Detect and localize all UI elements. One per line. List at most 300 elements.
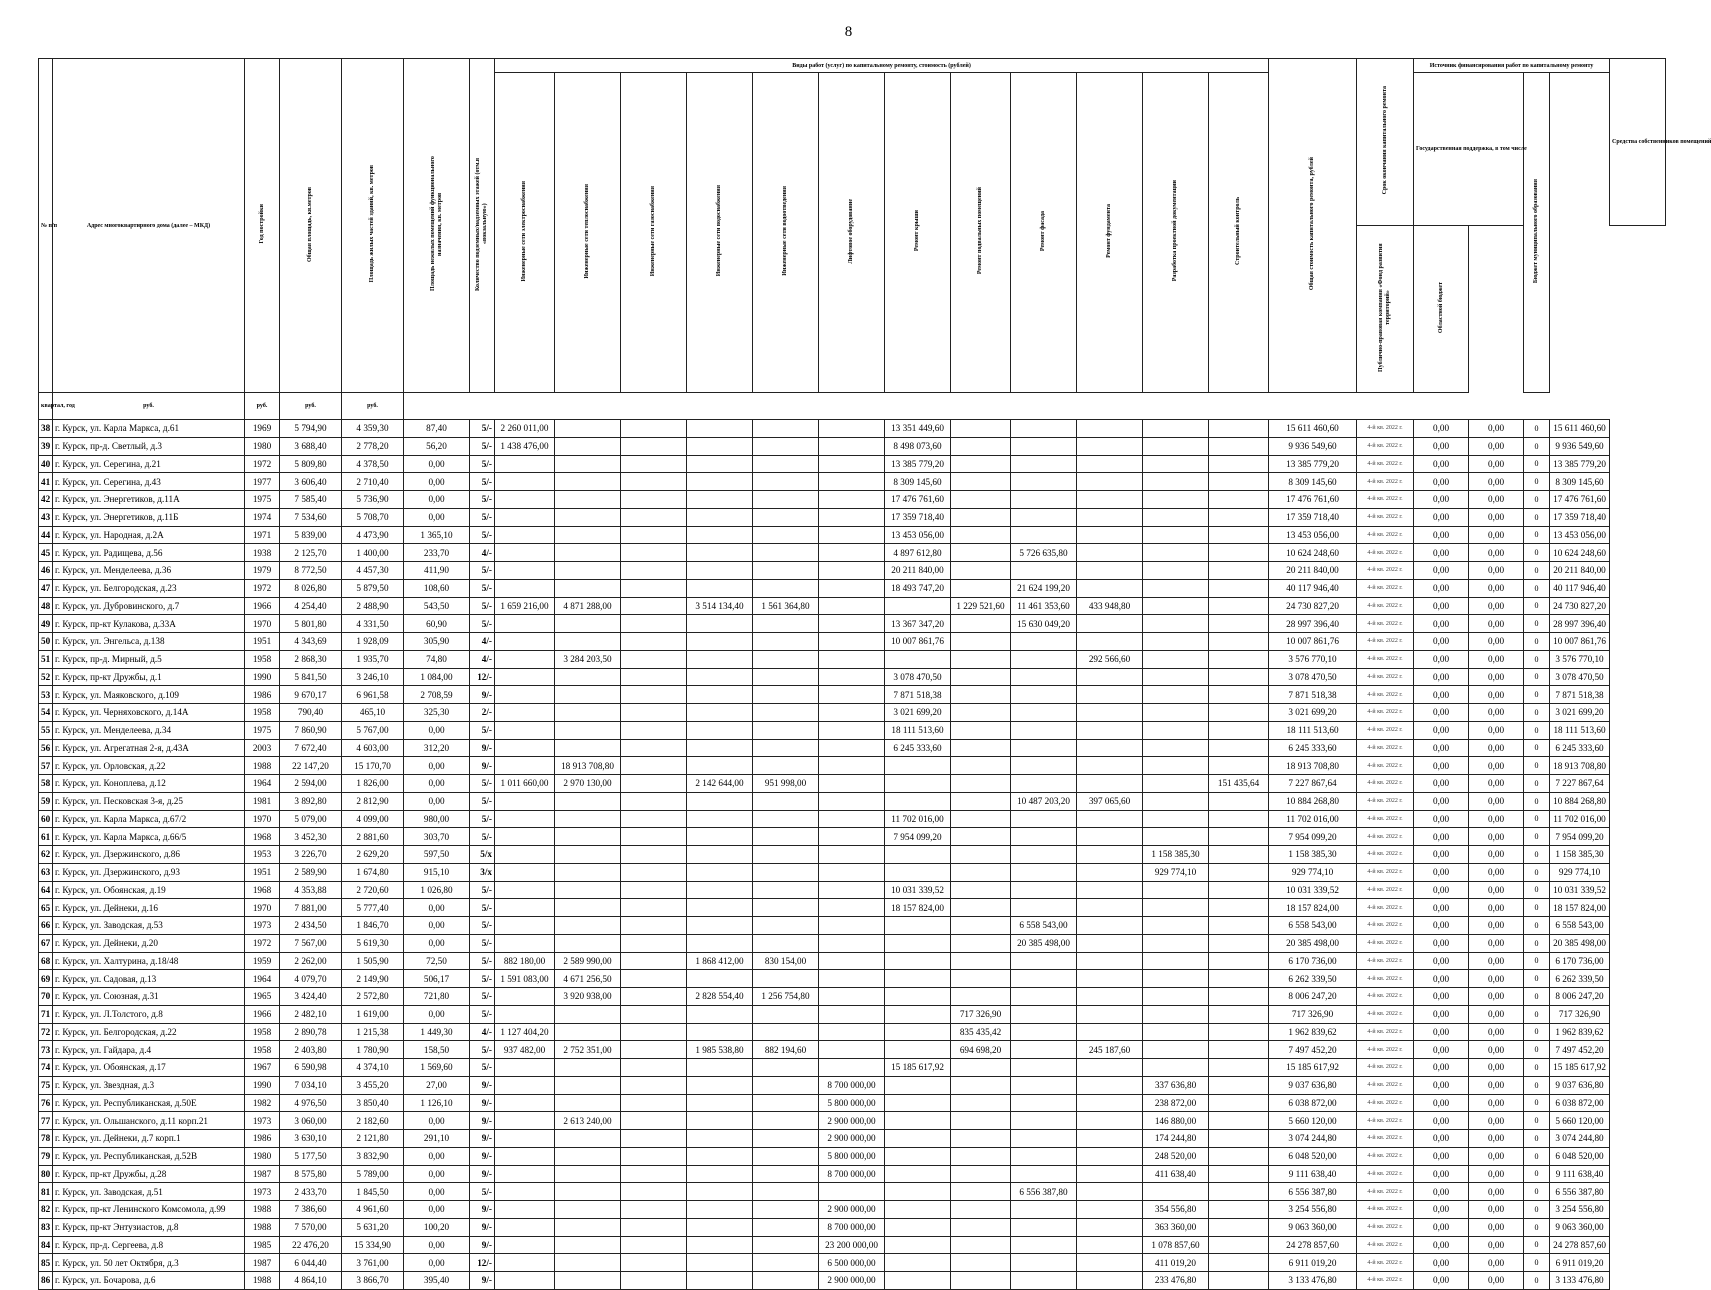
row-electric: [495, 686, 555, 704]
header-sources-group: Источник финансирования работ по капитальному ремонту: [1414, 59, 1610, 73]
row-elevator: [819, 721, 885, 739]
row-foundation: [1077, 721, 1143, 739]
row-owners: 15 185 617,92: [1550, 1059, 1610, 1077]
row-heating: [555, 1130, 621, 1148]
row-living-area: 4 331,50: [342, 615, 404, 633]
row-heating: 4 871 288,00: [555, 597, 621, 615]
row-total-cost: 9 037 636,80: [1269, 1076, 1357, 1094]
row-foundation: [1077, 562, 1143, 580]
row-elevator: [819, 792, 885, 810]
row-gas: [621, 1183, 687, 1201]
row-nonres-area: 1 126,10: [404, 1094, 470, 1112]
row-owners: 5 660 120,00: [1550, 1112, 1610, 1130]
row-cold-water: [687, 1005, 753, 1023]
row-fund: 0,00: [1414, 686, 1469, 704]
row-roof: 10 007 861,76: [885, 633, 951, 651]
table-row: [39, 1094, 1666, 1112]
row-roof: 17 476 761,60: [885, 491, 951, 509]
row-number: 63: [39, 863, 53, 881]
row-sewerage: [753, 562, 819, 580]
row-gas: [621, 526, 687, 544]
row-total-cost: 10 884 268,80: [1269, 792, 1357, 810]
table-row: [39, 1236, 1666, 1254]
row-gas: [621, 704, 687, 722]
row-fund: 0,00: [1414, 562, 1469, 580]
row-year: 1959: [245, 952, 280, 970]
row-gas: [621, 828, 687, 846]
row-roof: [885, 846, 951, 864]
row-electric: [495, 1094, 555, 1112]
header-nonres-area: Площадь нежилых помещений функционального назначения, кв. метров: [404, 59, 470, 393]
row-facade: [1011, 473, 1077, 491]
row-year: 1990: [245, 1076, 280, 1094]
row-deadline: 4-й кв. 2022 г.: [1357, 810, 1414, 828]
row-roof: [885, 1201, 951, 1219]
row-elevator: [819, 846, 885, 864]
row-number: 85: [39, 1254, 53, 1272]
row-total-area: 2 482,10: [280, 1005, 342, 1023]
row-number: 47: [39, 579, 53, 597]
row-total-cost: 3 021 699,20: [1269, 704, 1357, 722]
row-basement: 717 326,90: [951, 1005, 1011, 1023]
row-year: 1980: [245, 1147, 280, 1165]
row-regional: 0,00: [1469, 970, 1524, 988]
table-row: [39, 473, 1666, 491]
row-sewerage: [753, 810, 819, 828]
row-construction-control: [1209, 828, 1269, 846]
row-cold-water: [687, 650, 753, 668]
row-design-docs: [1143, 437, 1209, 455]
row-year: 1968: [245, 881, 280, 899]
row-heating: [555, 633, 621, 651]
row-construction-control: [1209, 650, 1269, 668]
row-total-cost: 20 385 498,00: [1269, 934, 1357, 952]
row-basement: [951, 792, 1011, 810]
row-elevator: 8 700 000,00: [819, 1165, 885, 1183]
row-facade: [1011, 846, 1077, 864]
row-cold-water: [687, 1147, 753, 1165]
row-fund: 0,00: [1414, 420, 1469, 438]
row-electric: [495, 1112, 555, 1130]
table-row: [39, 1147, 1666, 1165]
row-owners: 28 997 396,40: [1550, 615, 1610, 633]
row-deadline: 4-й кв. 2022 г.: [1357, 775, 1414, 793]
row-total-area: 3 688,40: [280, 437, 342, 455]
row-owners: 20 385 498,00: [1550, 934, 1610, 952]
row-fund: 0,00: [1414, 1254, 1469, 1272]
row-regional: 0,00: [1469, 1147, 1524, 1165]
row-roof: 10 031 339,52: [885, 881, 951, 899]
row-sewerage: [753, 508, 819, 526]
row-fund: 0,00: [1414, 1183, 1469, 1201]
row-elevator: [819, 757, 885, 775]
row-total-cost: 40 117 946,40: [1269, 579, 1357, 597]
row-address: г. Курск, ул. Гайдара, д.4: [53, 1041, 245, 1059]
row-regional: 0,00: [1469, 686, 1524, 704]
row-floors: 5/-: [470, 1059, 495, 1077]
row-deadline: 4-й кв. 2022 г.: [1357, 846, 1414, 864]
row-total-cost: 6 170 736,00: [1269, 952, 1357, 970]
row-cold-water: [687, 615, 753, 633]
row-regional: 0,00: [1469, 1183, 1524, 1201]
row-owners: 7 871 518,38: [1550, 686, 1610, 704]
row-fund: 0,00: [1414, 863, 1469, 881]
row-number: 84: [39, 1236, 53, 1254]
row-deadline: 4-й кв. 2022 г.: [1357, 562, 1414, 580]
row-electric: [495, 473, 555, 491]
row-construction-control: 151 435,64: [1209, 775, 1269, 793]
row-year: 1958: [245, 650, 280, 668]
row-municipal: 0: [1524, 579, 1550, 597]
row-total-area: 5 839,00: [280, 526, 342, 544]
row-nonres-area: 87,40: [404, 420, 470, 438]
row-design-docs: 929 774,10: [1143, 863, 1209, 881]
row-total-area: 3 892,80: [280, 792, 342, 810]
row-fund: 0,00: [1414, 899, 1469, 917]
table-row: [39, 1201, 1666, 1219]
row-address: г. Курск, ул. Карла Маркса, д.61: [53, 420, 245, 438]
row-nonres-area: 1 365,10: [404, 526, 470, 544]
header-foundation: Ремонт фундамента: [1077, 73, 1143, 393]
row-living-area: 3 455,20: [342, 1076, 404, 1094]
row-owners: 3 078 470,50: [1550, 668, 1610, 686]
row-design-docs: [1143, 491, 1209, 509]
table-row: [39, 686, 1666, 704]
row-number: 70: [39, 988, 53, 1006]
row-total-cost: 10 031 339,52: [1269, 881, 1357, 899]
row-foundation: [1077, 491, 1143, 509]
row-design-docs: 238 872,00: [1143, 1094, 1209, 1112]
row-address: г. Курск, пр-д. Мирный, д.5: [53, 650, 245, 668]
row-address: г. Курск, ул. Энгельса, д.138: [53, 633, 245, 651]
row-living-area: 2 881,60: [342, 828, 404, 846]
row-fund: 0,00: [1414, 544, 1469, 562]
row-floors: 2/-: [470, 704, 495, 722]
row-living-area: 2 149,90: [342, 970, 404, 988]
row-deadline: 4-й кв. 2022 г.: [1357, 988, 1414, 1006]
row-living-area: 5 619,30: [342, 934, 404, 952]
table-row: [39, 775, 1666, 793]
row-gas: [621, 544, 687, 562]
row-owners: 3 021 699,20: [1550, 704, 1610, 722]
row-municipal: 0: [1524, 988, 1550, 1006]
row-year: 1953: [245, 846, 280, 864]
row-construction-control: [1209, 846, 1269, 864]
row-number: 54: [39, 704, 53, 722]
row-basement: [951, 437, 1011, 455]
row-design-docs: [1143, 775, 1209, 793]
row-fund: 0,00: [1414, 988, 1469, 1006]
row-fund: 0,00: [1414, 739, 1469, 757]
row-electric: 882 180,00: [495, 952, 555, 970]
row-heating: [555, 1059, 621, 1077]
row-number: 55: [39, 721, 53, 739]
row-facade: [1011, 526, 1077, 544]
row-sewerage: [753, 970, 819, 988]
row-fund: 0,00: [1414, 491, 1469, 509]
row-facade: [1011, 1201, 1077, 1219]
row-fund: 0,00: [1414, 1201, 1469, 1219]
row-design-docs: [1143, 668, 1209, 686]
table-row: [39, 1130, 1666, 1148]
row-owners: 17 476 761,60: [1550, 491, 1610, 509]
row-foundation: [1077, 846, 1143, 864]
row-electric: [495, 633, 555, 651]
row-municipal: 0: [1524, 721, 1550, 739]
row-gas: [621, 917, 687, 935]
table-row: [39, 1112, 1666, 1130]
row-basement: [951, 526, 1011, 544]
row-design-docs: 1 158 385,30: [1143, 846, 1209, 864]
row-deadline: 4-й кв. 2022 г.: [1357, 1201, 1414, 1219]
row-municipal: 0: [1524, 1130, 1550, 1148]
row-floors: 9/-: [470, 757, 495, 775]
row-facade: [1011, 988, 1077, 1006]
row-facade: [1011, 1076, 1077, 1094]
header-state-support: Государственная поддержка, в том числе: [1414, 73, 1524, 226]
row-nonres-area: 0,00: [404, 1236, 470, 1254]
row-design-docs: [1143, 757, 1209, 775]
row-municipal: 0: [1524, 739, 1550, 757]
row-design-docs: [1143, 1059, 1209, 1077]
row-foundation: [1077, 934, 1143, 952]
row-nonres-area: 0,00: [404, 1183, 470, 1201]
row-roof: [885, 1005, 951, 1023]
row-cold-water: [687, 668, 753, 686]
row-basement: [951, 633, 1011, 651]
row-facade: [1011, 1272, 1077, 1290]
row-facade: 5 726 635,80: [1011, 544, 1077, 562]
row-roof: 20 211 840,00: [885, 562, 951, 580]
row-total-area: 3 424,40: [280, 988, 342, 1006]
row-design-docs: 174 244,80: [1143, 1130, 1209, 1148]
row-foundation: 245 187,60: [1077, 1041, 1143, 1059]
row-living-area: 4 457,30: [342, 562, 404, 580]
row-heating: 3 284 203,50: [555, 650, 621, 668]
row-basement: [951, 970, 1011, 988]
row-heating: [555, 1218, 621, 1236]
row-electric: [495, 1165, 555, 1183]
row-living-area: 2 182,60: [342, 1112, 404, 1130]
row-foundation: [1077, 952, 1143, 970]
row-deadline: 4-й кв. 2022 г.: [1357, 757, 1414, 775]
row-regional: 0,00: [1469, 597, 1524, 615]
row-total-area: 7 534,60: [280, 508, 342, 526]
row-deadline: 4-й кв. 2022 г.: [1357, 615, 1414, 633]
header-deadline: Срок окончания капитального ремонта: [1357, 59, 1414, 226]
row-construction-control: [1209, 704, 1269, 722]
row-living-area: 5 631,20: [342, 1218, 404, 1236]
row-cold-water: [687, 508, 753, 526]
row-number: 40: [39, 455, 53, 473]
row-living-area: 2 778,20: [342, 437, 404, 455]
row-heating: [555, 1183, 621, 1201]
row-cold-water: [687, 863, 753, 881]
row-electric: 1 438 476,00: [495, 437, 555, 455]
row-fund: 0,00: [1414, 1059, 1469, 1077]
row-foundation: [1077, 668, 1143, 686]
row-heating: [555, 1165, 621, 1183]
row-owners: 13 385 779,20: [1550, 455, 1610, 473]
row-address: г. Курск, ул. Дейнеки, д.7 корп.1: [53, 1130, 245, 1148]
row-cold-water: [687, 1076, 753, 1094]
row-sewerage: [753, 455, 819, 473]
row-roof: [885, 1023, 951, 1041]
row-nonres-area: 395,40: [404, 1272, 470, 1290]
row-construction-control: [1209, 473, 1269, 491]
row-floors: 9/-: [470, 1094, 495, 1112]
row-municipal: 0: [1524, 1254, 1550, 1272]
row-floors: 5/-: [470, 810, 495, 828]
row-regional: 0,00: [1469, 1218, 1524, 1236]
row-construction-control: [1209, 686, 1269, 704]
row-gas: [621, 739, 687, 757]
row-fund: 0,00: [1414, 1218, 1469, 1236]
row-basement: [951, 473, 1011, 491]
row-sewerage: 830 154,00: [753, 952, 819, 970]
header-design-docs: Разработка проектной документации: [1143, 73, 1209, 393]
row-total-area: 6 590,98: [280, 1059, 342, 1077]
row-facade: [1011, 455, 1077, 473]
row-total-cost: 28 997 396,40: [1269, 615, 1357, 633]
row-nonres-area: 325,30: [404, 704, 470, 722]
row-elevator: [819, 863, 885, 881]
row-municipal: 0: [1524, 1094, 1550, 1112]
row-design-docs: [1143, 686, 1209, 704]
row-address: г. Курск, ул. Республиканская, д.50Е: [53, 1094, 245, 1112]
header-gas: Инженерные сети газоснабжения: [621, 73, 687, 393]
row-living-area: 4 603,00: [342, 739, 404, 757]
row-living-area: 3 246,10: [342, 668, 404, 686]
row-gas: [621, 437, 687, 455]
row-living-area: 3 761,00: [342, 1254, 404, 1272]
row-number: 43: [39, 508, 53, 526]
row-cold-water: [687, 686, 753, 704]
row-regional: 0,00: [1469, 952, 1524, 970]
row-living-area: 1 400,00: [342, 544, 404, 562]
row-construction-control: [1209, 739, 1269, 757]
row-electric: [495, 508, 555, 526]
row-heating: [555, 615, 621, 633]
row-electric: [495, 615, 555, 633]
row-total-area: 2 594,00: [280, 775, 342, 793]
row-elevator: [819, 491, 885, 509]
row-design-docs: 411 638,40: [1143, 1165, 1209, 1183]
row-design-docs: [1143, 562, 1209, 580]
row-address: г. Курск, ул. Народная, д.2А: [53, 526, 245, 544]
row-fund: 0,00: [1414, 792, 1469, 810]
row-gas: [621, 810, 687, 828]
row-nonres-area: 0,00: [404, 1165, 470, 1183]
row-cold-water: [687, 970, 753, 988]
row-living-area: 1 674,80: [342, 863, 404, 881]
row-roof: 13 385 779,20: [885, 455, 951, 473]
row-facade: [1011, 1218, 1077, 1236]
row-electric: [495, 721, 555, 739]
row-floors: 5/-: [470, 988, 495, 1006]
row-deadline: 4-й кв. 2022 г.: [1357, 828, 1414, 846]
row-elevator: 2 900 000,00: [819, 1130, 885, 1148]
row-regional: 0,00: [1469, 420, 1524, 438]
row-heating: 2 613 240,00: [555, 1112, 621, 1130]
row-deadline: 4-й кв. 2022 г.: [1357, 917, 1414, 935]
page-number: 8: [844, 24, 853, 40]
row-construction-control: [1209, 721, 1269, 739]
row-elevator: 23 200 000,00: [819, 1236, 885, 1254]
row-address: г. Курск, ул. Карла Маркса, д.66/5: [53, 828, 245, 846]
row-gas: [621, 1218, 687, 1236]
row-total-area: 22 476,20: [280, 1236, 342, 1254]
row-deadline: 4-й кв. 2022 г.: [1357, 1112, 1414, 1130]
row-cold-water: 3 514 134,40: [687, 597, 753, 615]
table-row: [39, 899, 1666, 917]
row-facade: [1011, 704, 1077, 722]
row-deadline: 4-й кв. 2022 г.: [1357, 1059, 1414, 1077]
row-address: г. Курск, ул. Черняховского, д.14А: [53, 704, 245, 722]
row-living-area: 4 378,50: [342, 455, 404, 473]
row-municipal: 0: [1524, 775, 1550, 793]
row-deadline: 4-й кв. 2022 г.: [1357, 1272, 1414, 1290]
row-elevator: [819, 1059, 885, 1077]
row-deadline: 4-й кв. 2022 г.: [1357, 420, 1414, 438]
row-sewerage: [753, 1112, 819, 1130]
row-living-area: 5 879,50: [342, 579, 404, 597]
row-construction-control: [1209, 1076, 1269, 1094]
row-address: г. Курск, ул. Маяковского, д.109: [53, 686, 245, 704]
row-construction-control: [1209, 562, 1269, 580]
row-sewerage: [753, 1059, 819, 1077]
row-cold-water: [687, 455, 753, 473]
row-electric: 1 011 660,00: [495, 775, 555, 793]
row-floors: 5/-: [470, 526, 495, 544]
row-facade: [1011, 508, 1077, 526]
row-construction-control: [1209, 1236, 1269, 1254]
row-foundation: [1077, 1272, 1143, 1290]
row-basement: [951, 1147, 1011, 1165]
row-year: 1982: [245, 1094, 280, 1112]
row-sewerage: [753, 1130, 819, 1148]
row-nonres-area: 100,20: [404, 1218, 470, 1236]
row-total-area: 3 226,70: [280, 846, 342, 864]
row-foundation: [1077, 1201, 1143, 1219]
row-basement: [951, 1165, 1011, 1183]
row-design-docs: 337 636,80: [1143, 1076, 1209, 1094]
row-heating: [555, 934, 621, 952]
row-facade: [1011, 1094, 1077, 1112]
row-gas: [621, 846, 687, 864]
row-regional: 0,00: [1469, 828, 1524, 846]
row-design-docs: [1143, 988, 1209, 1006]
row-foundation: [1077, 1059, 1143, 1077]
table-row: [39, 526, 1666, 544]
row-sewerage: [753, 668, 819, 686]
header-living-area: Площадь жилых частей зданий, кв. метров: [342, 59, 404, 393]
row-foundation: [1077, 1254, 1143, 1272]
row-living-area: 1 846,70: [342, 917, 404, 935]
row-sewerage: [753, 934, 819, 952]
row-total-area: 4 353,88: [280, 881, 342, 899]
row-floors: 5/-: [470, 917, 495, 935]
row-gas: [621, 633, 687, 651]
row-municipal: 0: [1524, 1183, 1550, 1201]
row-sewerage: [753, 704, 819, 722]
row-sewerage: [753, 1005, 819, 1023]
row-cold-water: [687, 934, 753, 952]
row-owners: 40 117 946,40: [1550, 579, 1610, 597]
row-number: 80: [39, 1165, 53, 1183]
row-roof: 4 897 612,80: [885, 544, 951, 562]
row-total-area: 2 890,78: [280, 1023, 342, 1041]
